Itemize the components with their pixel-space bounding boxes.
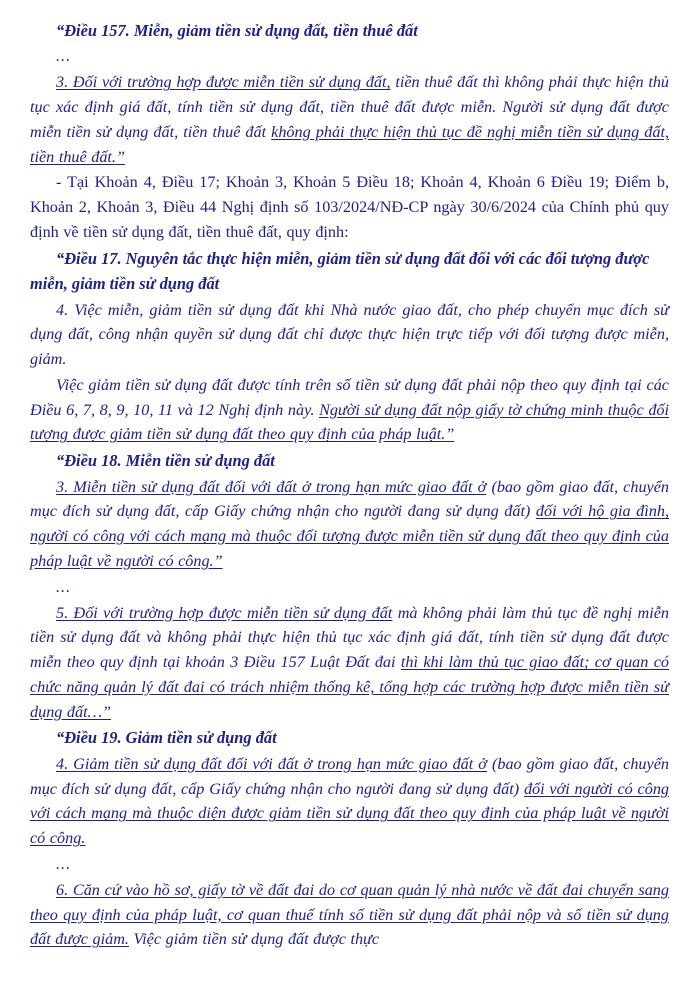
- para-18-3-plain: (bao gồm giao đất, chuyển mục đích sử dụng đất, cấp Giấy chứng nhận cho người đang sử dụng đất): [30, 477, 669, 521]
- para-18-3-underline-b: đối với hộ gia đình, người có công với cách mạng mà thuộc đối tượng được miễn tiền sử dụng đất theo quy định của pháp luật về người có công.”: [30, 502, 669, 570]
- para-18-5-plain: mà không phải làm thủ tục đề nghị miễn tiền sử dụng đất và không phải thực hiện thủ tục xác định giá đất, tính tiền sử dụng đất được miễn theo quy định tại khoản 3 Điều 157 Luật Đất đai: [30, 603, 670, 672]
- para-17-4b: [30, 373, 669, 447]
- para-157-3-underline-a: 3. Đối với trường hợp được miễn tiền sử dụng đất,: [56, 73, 391, 92]
- para-19-4-underline-a: 4. Giảm tiền sử dụng đất đối với đất ở trong hạn mức giao đất ở: [56, 754, 487, 773]
- heading-dieu-157: “Điều 157. Miễn, giảm tiền sử dụng đất, tiền thuê đất: [56, 21, 418, 40]
- para-19-6-underline: 6. Căn cứ vào hồ sơ, giấy tờ về đất đai do cơ quan quản lý nhà nước về đất đai chuyển sang theo quy định của pháp luật, cơ quan thuế tính số tiền sử dụng đất phải nộp và số tiền sử dụng đất được giảm.: [30, 880, 669, 949]
- para-19-4-underline-b: đối với người có công với cách mạng mà thuộc diện được giảm tiền sử dụng đất theo quy định của pháp luật về người có công.: [30, 779, 670, 848]
- heading-dieu-19: “Điều 19. Giảm tiền sử dụng đất: [56, 728, 277, 748]
- para-18-3: [30, 475, 669, 574]
- para-18-3-underline-a: 3. Miễn tiền sử dụng đất đối với đất ở trong hạn mức giao đất ở: [56, 477, 487, 496]
- para-18-5-underline-a: 5. Đối với trường hợp được miễn tiền sử dụng đất: [56, 603, 393, 622]
- para-18-5-underline-b: thì khi làm thủ tục giao đất; cơ quan có chức năng quản lý đất đai có trách nhiệm thống kê, tổng hợp các trường hợp được miễn tiền sử dụng đất…”: [30, 653, 669, 721]
- para-17-4: 4. Việc miễn, giảm tiền sử dụng đất khi Nhà nước giao đất, cho phép chuyển mục đích sử dụng đất, công nhận quyền sử dụng đất chỉ được thực hiện trực tiếp với đối tượng được miễn, giảm.: [30, 300, 669, 369]
- para-157-3: [30, 70, 669, 169]
- para-17-4b-plain: Việc giảm tiền sử dụng đất được tính trên số tiền sử dụng đất phải nộp theo quy định tại các Điều 6, 7, 8, 9, 10, 11 và 12 Nghị định này.: [30, 375, 669, 419]
- ellipsis-3: ...: [56, 854, 72, 873]
- para-tai-khoan: - Tại Khoản 4, Điều 17; Khoản 3, Khoản 5 Điều 18; Khoản 4, Khoản 6 Điều 19; Điểm b, Khoản 2, Khoản 3, Điều 44 Nghị định số 103/2024/NĐ-CP ngày 30/6/2024 của Chính phủ quy định về tiền sử dụng đất, tiền thuê đất, quy định:: [30, 173, 669, 241]
- heading-dieu-17: “Điều 17. Nguyên tắc thực hiện miễn, giảm tiền sử dụng đất đối với các đối tượng được miễn, giảm tiền sử dụng đất: [30, 248, 650, 294]
- para-18-5: [30, 601, 669, 725]
- para-19-4-plain: (bao gồm giao đất, chuyển mục đích sử dụng đất, cấp Giấy chứng nhận cho người đang sử dụng đất): [30, 754, 669, 798]
- para-157-3-plain: tiền thuê đất thì không phải thực hiện thủ tục xác định giá đất, tính tiền sử dụng đất, tiền thuê đất được miễn. Người sử dụng đất được miễn tiền sử dụng đất, tiền thuê đất: [30, 73, 670, 141]
- para-19-6-plain: Việc giảm tiền sử dụng đất được thực: [133, 930, 380, 949]
- ellipsis-1: ...: [56, 47, 72, 66]
- ellipsis-2: ...: [56, 577, 72, 596]
- para-157-3-underline-b: không phải thực hiện thủ tục đề nghị miễn tiền sử dụng đất, tiền thuê đất.”: [30, 122, 669, 166]
- para-19-4: [30, 752, 669, 851]
- para-17-4b-underline: Người sử dụng đất nộp giấy tờ chứng minh thuộc đối tượng được giảm tiền sử dụng đất theo quy định của pháp luật.”: [30, 400, 670, 444]
- heading-dieu-18: “Điều 18. Miễn tiền sử dụng đất: [56, 451, 275, 471]
- para-19-6: [30, 878, 669, 952]
